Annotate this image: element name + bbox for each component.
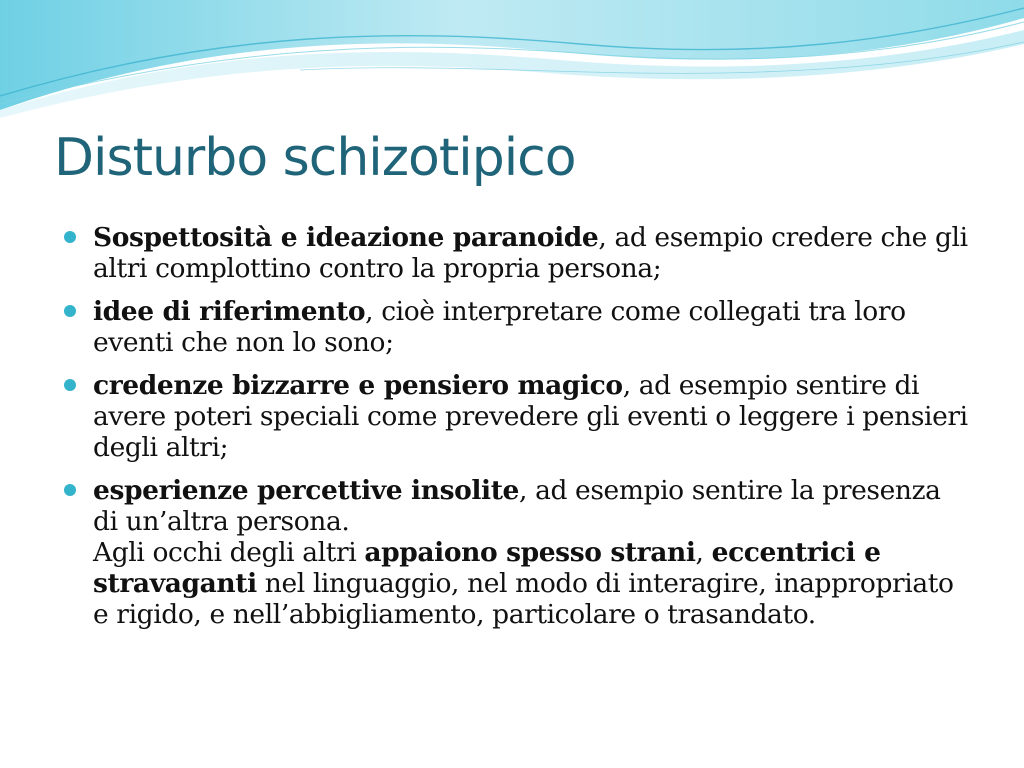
bullet-icon [64,231,76,243]
item-text: , ad esempio sentire di avere poteri speciali come prevedere gli eventi o leggere i pensieri degli altri; [93,370,968,463]
list-item [62,222,972,284]
list-item [62,370,972,463]
slide-title: Disturbo schizotipico [54,128,576,188]
bullet-icon [64,305,76,317]
item-text: , ad esempio credere che gli altri complottino contro la propria persona; [93,222,968,284]
item-bold-text: credenze bizzarre e pensiero magico [93,370,623,401]
continuation-text: , [695,537,712,568]
bullet-list [62,222,972,642]
list-item [62,475,972,630]
continuation-bold-text: appaiono spesso strani [364,537,696,568]
list-item [62,296,972,358]
item-bold-text: esperienze percettive insolite [93,475,520,506]
item-continuation [93,537,972,630]
item-bold-text: idee di riferimento [93,296,366,327]
item-bold-text: Sospettosità e ideazione paranoide [93,222,599,253]
bullet-icon [64,379,76,391]
continuation-text: nel linguaggio, nel modo di interagire, inappropriato e rigido, e nell’abbigliamento, particolare o trasandato. [93,568,954,630]
item-text: , cioè interpretare come collegati tra loro eventi che non lo sono; [93,296,906,358]
continuation-text: Agli occhi degli altri [93,537,365,568]
decorative-wave [0,0,1024,130]
item-text: , ad esempio sentire la presenza di un’altra persona. [93,475,941,537]
bullet-icon [64,484,76,496]
continuation-bold-text: eccentrici e stravaganti [93,537,881,599]
